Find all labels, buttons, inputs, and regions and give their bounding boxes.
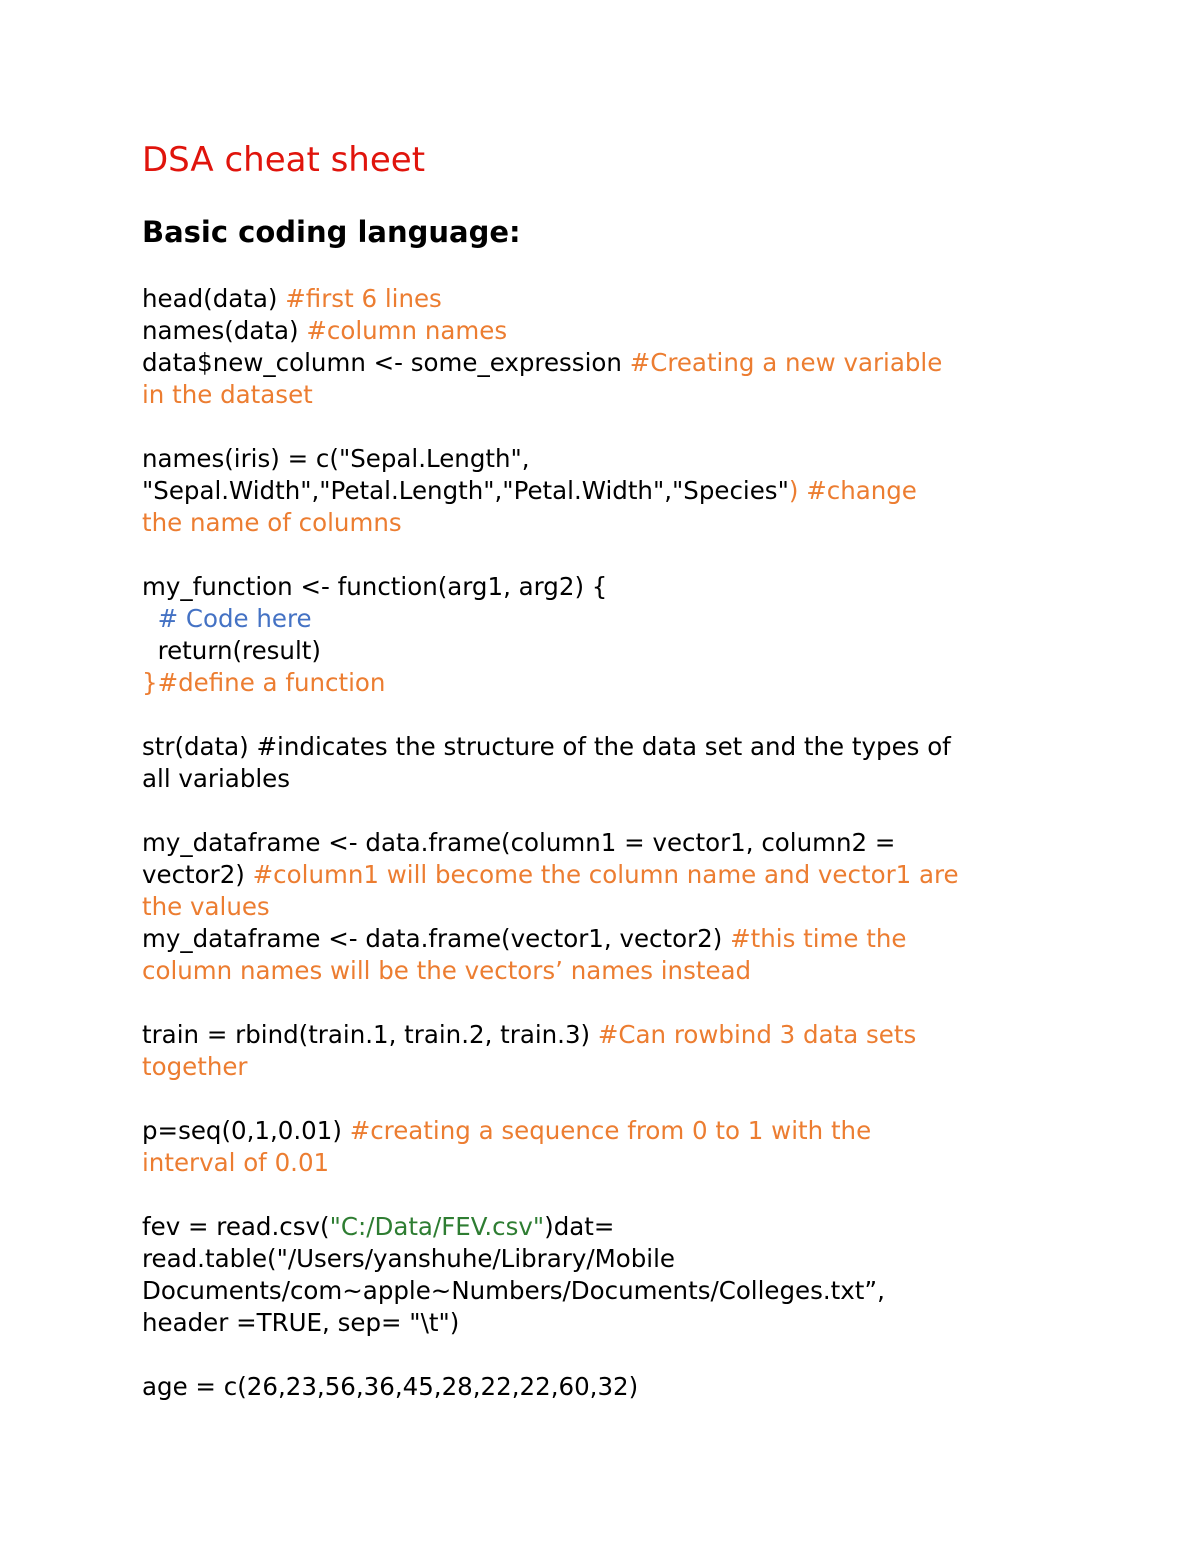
comment-text: #first 6 lines [285, 284, 442, 313]
comment-text: column names will be the vectors’ names instead [142, 956, 752, 985]
code-text: Documents/com~apple~Numbers/Documents/Colleges.txt”, [142, 1276, 885, 1305]
code-line [142, 763, 290, 795]
code-line [142, 475, 917, 507]
code-line [142, 507, 402, 539]
code-line [142, 827, 895, 859]
code-text: my_dataframe <- data.frame(column1 = vector1, column2 = [142, 828, 896, 857]
code-text: str(data) #indicates the structure of the data set and the types of [142, 732, 951, 761]
comment-text: the values [142, 892, 270, 921]
code-line [142, 1243, 675, 1275]
code-text: read.table("/Users/yanshuhe/Library/Mobile [142, 1244, 675, 1273]
code-text: head(data) [142, 284, 286, 313]
code-text: data$new_column <- some_expression [142, 348, 630, 377]
code-text: "Sepal.Width","Petal.Length","Petal.Width","Species" [142, 476, 789, 505]
code-text: return(result) [142, 636, 321, 665]
code-text: train = rbind(train.1, train.2, train.3) [142, 1020, 598, 1049]
code-line [142, 859, 959, 891]
comment-text: #this time the [730, 924, 907, 953]
code-line [142, 955, 751, 987]
comment-text: #Can rowbind 3 data sets [597, 1020, 917, 1049]
code-line [142, 923, 906, 955]
comment-text: interval of 0.01 [142, 1148, 330, 1177]
code-text: fev = read.csv( [142, 1212, 330, 1241]
code-text: age = c(26,23,56,36,45,28,22,22,60,32) [142, 1372, 639, 1401]
comment-text: ) #change [788, 476, 917, 505]
code-line [142, 1051, 248, 1083]
code-text: all variables [142, 764, 291, 793]
code-line [142, 315, 507, 347]
code-line [142, 443, 530, 475]
comment-text: #Creating a new variable [629, 348, 943, 377]
code-line [142, 667, 385, 699]
code-text: names(iris) = c("Sepal.Length", [142, 444, 530, 473]
code-line [142, 379, 313, 411]
code-line [142, 1307, 459, 1339]
code-line [142, 1211, 614, 1243]
comment-text: #column names [306, 316, 508, 345]
section-heading: Basic coding language: [142, 215, 521, 249]
code-line [142, 283, 442, 315]
code-line [142, 1371, 638, 1403]
code-line [142, 731, 951, 763]
code-line [142, 1147, 329, 1179]
comment-text: }#define a function [142, 668, 386, 697]
code-text: names(data) [142, 316, 307, 345]
code-text: header =TRUE, sep= "\t") [142, 1308, 460, 1337]
document-title: DSA cheat sheet [142, 140, 426, 180]
code-line [142, 891, 270, 923]
code-line [142, 347, 942, 379]
code-line [142, 1019, 916, 1051]
code-line [142, 571, 607, 603]
comment-text: # Code here [142, 604, 312, 633]
code-line [142, 1115, 871, 1147]
code-text: vector2) [142, 860, 253, 889]
code-text: )dat= [544, 1212, 615, 1241]
code-text: my_function <- function(arg1, arg2) { [142, 572, 608, 601]
string-text: "C:/Data/FEV.csv" [329, 1212, 545, 1241]
comment-text: #column1 will become the column name and vector1 are [252, 860, 959, 889]
code-line [142, 635, 321, 667]
code-line [142, 1275, 885, 1307]
code-text: my_dataframe <- data.frame(vector1, vector2) [142, 924, 731, 953]
comment-text: the name of columns [142, 508, 402, 537]
code-line [142, 603, 312, 635]
comment-text: in the dataset [142, 380, 313, 409]
comment-text: together [142, 1052, 248, 1081]
code-text: p=seq(0,1,0.01) [142, 1116, 350, 1145]
comment-text: #creating a sequence from 0 to 1 with the [349, 1116, 872, 1145]
